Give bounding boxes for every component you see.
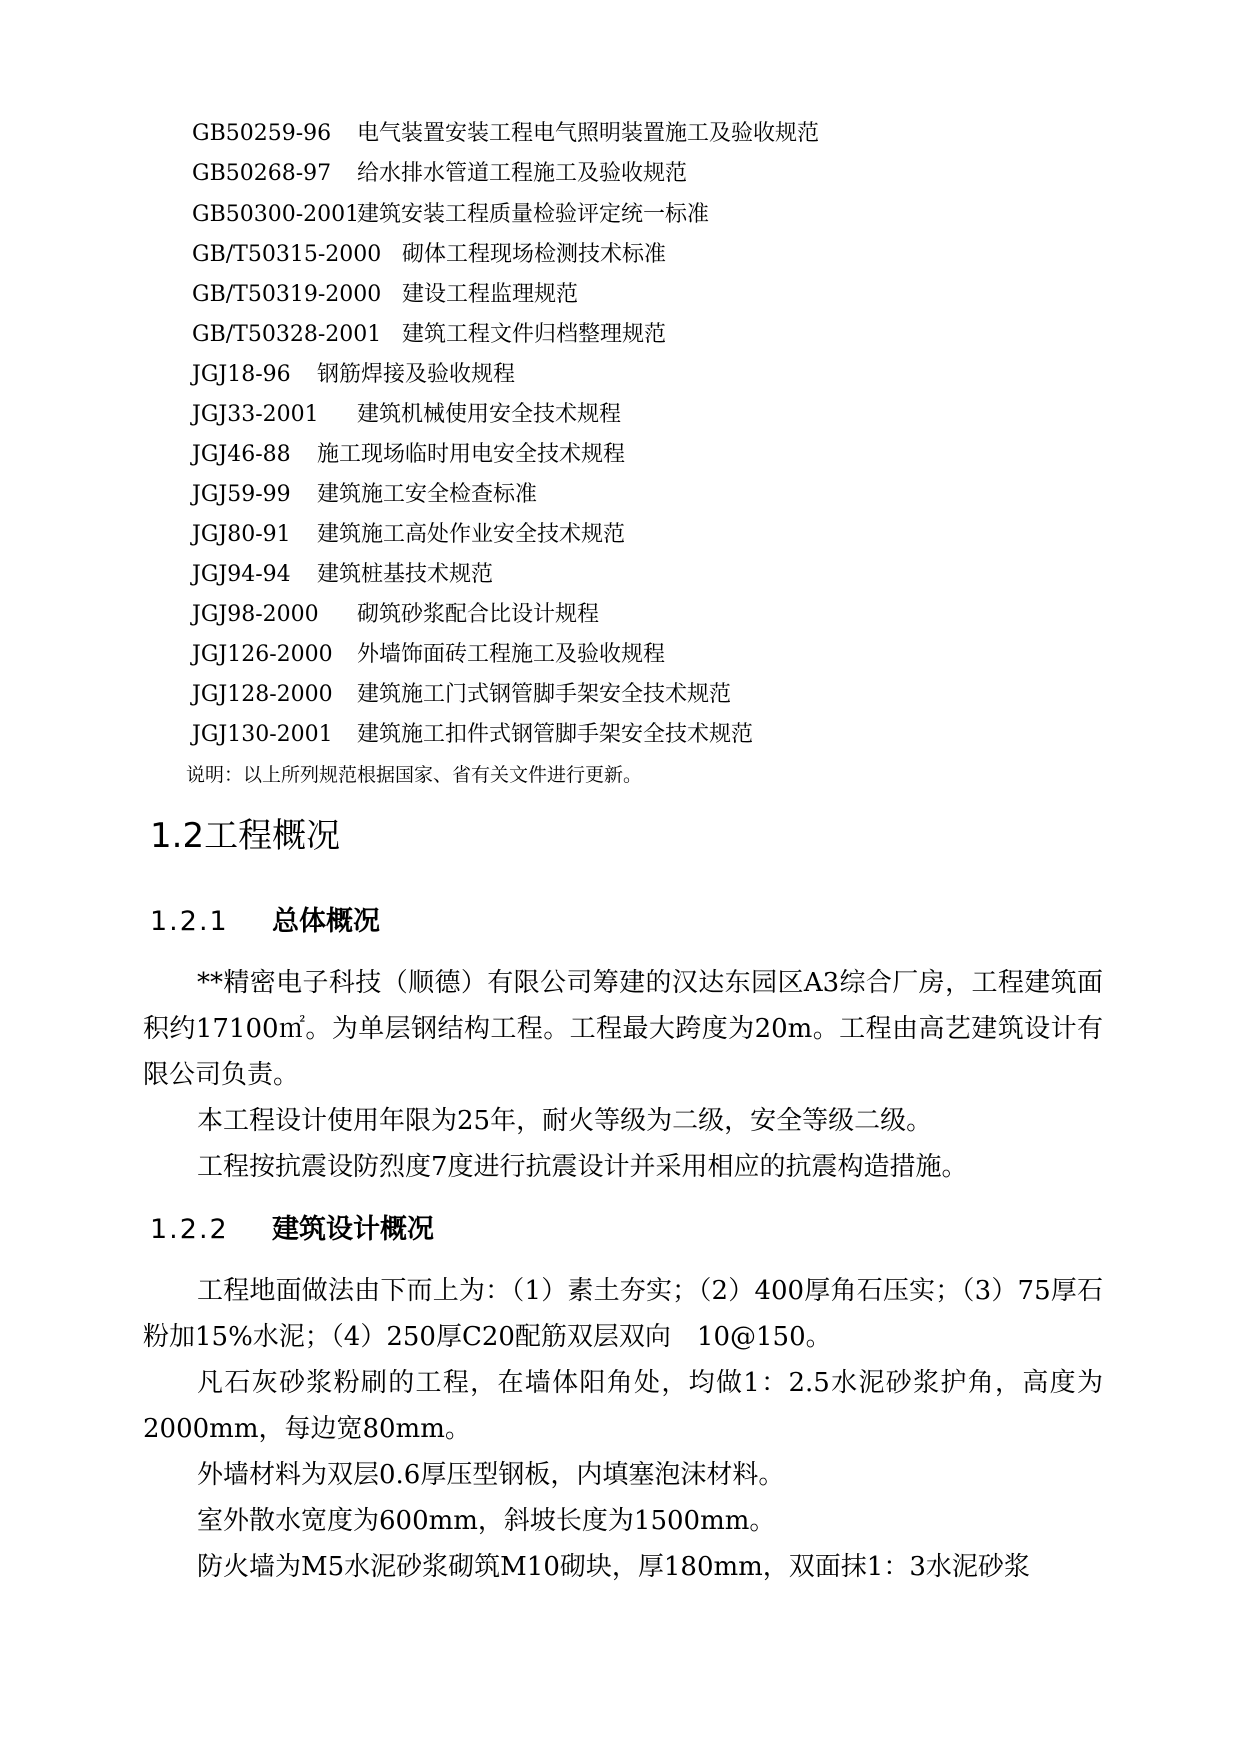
- standard-code: JGJ94-94: [192, 562, 291, 587]
- standard-item: [192, 438, 626, 472]
- standard-title: 给水排水管道工程施工及验收规范: [357, 161, 688, 186]
- standard-code: JGJ130-2001: [192, 722, 333, 747]
- standard-item: [192, 678, 732, 712]
- subsection-heading-architecture: [150, 1210, 434, 1250]
- standards-note: 说明：以上所列规范根据国家、省有关文件进行更新。: [186, 764, 643, 786]
- standard-item: [192, 638, 666, 672]
- standard-title: 钢筋焊接及验收规程: [317, 362, 516, 387]
- standard-code: JGJ98-2000: [192, 602, 319, 627]
- standard-item: [192, 238, 667, 272]
- subsection-title: 总体概况: [272, 906, 380, 937]
- body-paragraph: 外墙材料为双层0.6厚压型钢板，内填塞泡沫材料。: [197, 1460, 785, 1490]
- standard-code: GB50259-96: [192, 121, 332, 146]
- standard-item: [192, 598, 600, 632]
- standard-title: 建筑施工安全检查标准: [317, 482, 538, 507]
- standard-item: [192, 558, 494, 592]
- standard-code: JGJ33-2001: [192, 402, 319, 427]
- standard-code: GB/T50315-2000: [192, 242, 382, 267]
- subsection-title: 建筑设计概况: [272, 1214, 434, 1245]
- subsection-number: 1.2.2: [150, 1214, 229, 1245]
- standard-item: [192, 157, 688, 191]
- standard-title: 建筑施工高处作业安全技术规范: [317, 522, 626, 547]
- standard-item: [192, 278, 579, 312]
- standard-title: 建筑机械使用安全技术规程: [357, 402, 622, 427]
- standard-title: 建设工程监理规范: [402, 282, 579, 307]
- standard-title: 砌体工程现场检测技术标准: [402, 242, 667, 267]
- standard-code: GB50300-2001: [192, 202, 360, 227]
- standard-title: 外墙饰面砖工程施工及验收规程: [357, 642, 666, 667]
- standard-code: GB50268-97: [192, 161, 332, 186]
- standard-item: [192, 198, 710, 232]
- body-paragraph: 工程地面做法由下而上为：（1）素土夯实；（2）400厚角石压实；（3）75厚石粉加15%水泥；（4）250厚C20配筋双层双向 10@150。: [143, 1276, 1103, 1352]
- standard-title: 施工现场临时用电安全技术规程: [317, 442, 626, 467]
- standard-code: GB/T50328-2001: [192, 322, 382, 347]
- standard-title: 建筑桩基技术规范: [317, 562, 494, 587]
- standard-item: [192, 518, 626, 552]
- standard-code: GB/T50319-2000: [192, 282, 382, 307]
- standard-title: 砌筑砂浆配合比设计规程: [357, 602, 600, 627]
- body-paragraph: 凡石灰砂浆粉刷的工程，在墙体阳角处，均做1：2.5水泥砂浆护角，高度为2000mm，每边宽80mm。: [143, 1368, 1103, 1444]
- body-paragraph: **精密电子科技（顺德）有限公司筹建的汉达东园区A3综合厂房，工程建筑面积约17100㎡。为单层钢结构工程。工程最大跨度为20m。工程由高艺建筑设计有限公司负责。: [143, 968, 1103, 1090]
- body-paragraph: 本工程设计使用年限为25年，耐火等级为二级，安全等级二级。: [197, 1106, 933, 1136]
- standard-code: JGJ126-2000: [192, 642, 333, 667]
- subsection-heading-overview: [150, 902, 380, 942]
- standard-item: [192, 478, 538, 512]
- standard-item: [192, 358, 516, 392]
- standard-code: JGJ128-2000: [192, 682, 333, 707]
- standard-code: JGJ80-91: [192, 522, 291, 547]
- body-paragraph: 室外散水宽度为600mm，斜坡长度为1500mm。: [197, 1506, 776, 1536]
- standard-code: JGJ59-99: [192, 482, 291, 507]
- standard-title: 建筑施工扣件式钢管脚手架安全技术规范: [357, 722, 754, 747]
- section-heading: 1.2工程概况: [150, 816, 341, 856]
- standard-title: 电气装置安装工程电气照明装置施工及验收规范: [357, 121, 820, 146]
- body-paragraph: 防火墙为M5水泥砂浆砌筑M10砌块，厚180mm，双面抹1：3水泥砂浆: [197, 1552, 1030, 1582]
- standard-title: 建筑安装工程质量检验评定统一标准: [357, 202, 710, 227]
- standard-item: [192, 398, 622, 432]
- standard-code: JGJ46-88: [192, 442, 291, 467]
- standard-item: [192, 117, 820, 151]
- body-paragraph: 工程按抗震设防烈度7度进行抗震设计并采用相应的抗震构造措施。: [197, 1152, 968, 1182]
- standard-code: JGJ18-96: [192, 362, 291, 387]
- standard-title: 建筑工程文件归档整理规范: [402, 322, 667, 347]
- subsection-number: 1.2.1: [150, 906, 229, 937]
- standard-item: [192, 318, 667, 352]
- standard-title: 建筑施工门式钢管脚手架安全技术规范: [357, 682, 732, 707]
- standard-item: [192, 718, 754, 752]
